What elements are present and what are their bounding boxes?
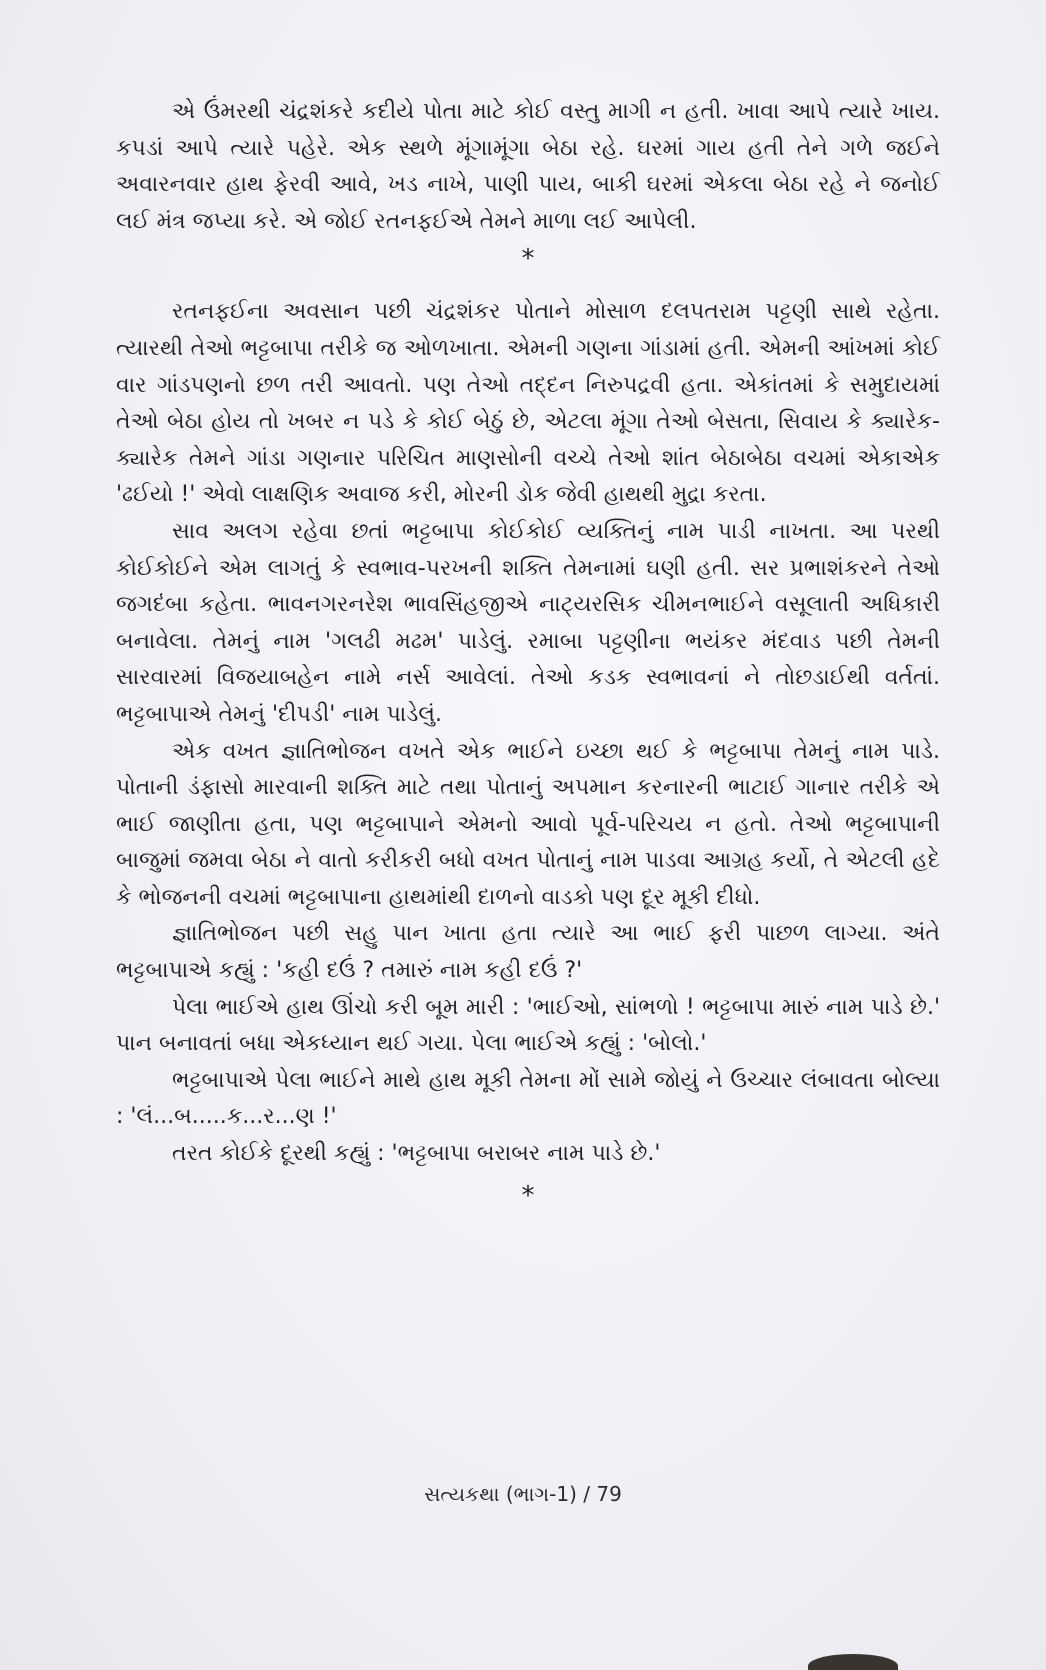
paragraph-4: એક વખત જ્ઞાતિભોજન વખતે એક ભાઈને ઇચ્છા થઈ કે ભટ્ટબાપા તેમનું નામ પાડે. પોતાની ડંફાસો મારવાની શક્તિ માટે તથા પોતાનું અપમાન કરનારની ભાટાઈ ગાનાર તરીકે એ ભાઈ જાણીતા હતા, પણ ભટ્ટબાપાને એમનો આવો પૂર્વ-પરિચય ન હતો. તેઓ ભટ્ટબાપાની બાજુમાં જમવા બેઠા ને વાતો કરીકરી બધો વખત પોતાનું નામ પાડવા આગ્રહ કર્યો, તે એટલી હદે કે ભોજનની વચમાં ભટ્ટબાપાના હાથમાંથી દાળનો વાડકો પણ દૂર મૂકી દીધો. bbox=[116, 738, 940, 910]
paragraph-5: જ્ઞાતિભોજન પછી સહુ પાન ખાતા હતા ત્યારે આ ભાઈ ફરી પાછળ લાગ્યા. અંતે ભટ્ટબાપાએ કહ્યું : 'કહી દઉં ? તમારું નામ કહી દઉં ?' bbox=[116, 921, 940, 984]
paragraph-8: તરત કોઈકે દૂરથી કહ્યું : 'ભટ્ટબાપા બરાબર નામ પાડે છે.' bbox=[172, 1141, 661, 1167]
paragraph-6: પેલા ભાઈએ હાથ ઊંચો કરી બૂમ મારી : 'ભાઈઓ, સાંભળો ! ભટ્ટબાપા મારું નામ પાડે છે.' પાન બનાવતાં બધા એકધ્યાન થઈ ગયા. પેલા ભાઈએ કહ્યું : 'બોલો.' bbox=[116, 994, 940, 1057]
paragraph-3: સાવ અલગ રહેવા છતાં ભટ્ટબાપા કોઈકોઈ વ્યક્તિનું નામ પાડી નાખતા. આ પરથી કોઈકોઈને એમ લાગતું કે સ્વભાવ-પરખની શક્તિ તેમનામાં ઘણી હતી. સર પ્રભાશંકરને તેઓ જગદંબા કહેતા. ભાવનગરનરેશ ભાવસિંહજીએ નાટ્યરસિક ચીમનભાઈને વસૂલાતી અધિકારી બનાવેલા. તેમનું નામ 'ગલઢી મઢમ' પાડેલું. રમાબા પટ્ટણીના ભયંકર મંદવાડ પછી તેમની સારવારમાં વિજયાબહેન નામે નર્સ આવેલાં. તેઓ કડક સ્વભાવનાં ને તોછડાઈથી વર્તતાં. ભટ્ટબાપાએ તેમનું 'દીપડી' નામ પાડેલું. bbox=[116, 518, 940, 727]
paragraph-1: એ ઉંમરથી ચંદ્રશંકરે કદીયે પોતા માટે કોઈ વસ્તુ માગી ન હતી. ખાવા આપે ત્યારે ખાય. કપડાં આપે ત્યારે પહેરે. એક સ્થળે મૂંગામૂંગા બેઠા રહે. ઘરમાં ગાય હતી તેને ગળે જઈને અવારનવાર હાથ ફેરવી આવે, ખડ નાખે, પાણી પાય, બાકી ઘરમાં એકલા બેઠા રહે ને જનોઈ લઈ મંત્ર જપ્યા કરે. એ જોઈ રતનફઈએ તેમને માળા લઈ આપેલી. bbox=[116, 99, 940, 234]
page-body bbox=[116, 94, 940, 1209]
page-footer: સત્યકથા (ભાગ-1) / 79 bbox=[424, 1482, 622, 1506]
scan-edge-shadow bbox=[808, 1654, 898, 1670]
paragraph-7: ભટ્ટબાપાએ પેલા ભાઈને માથે હાથ મૂકી તેમના મોં સામે જોયું ને ઉચ્ચાર લંબાવતા બોલ્યા : 'લં...બ.....ક...ર...ણ !' bbox=[116, 1067, 940, 1130]
section-separator: * bbox=[521, 244, 535, 275]
section-separator-end: * bbox=[521, 1180, 535, 1211]
paragraph-2: રતનફઈના અવસાન પછી ચંદ્રશંકર પોતાને મોસાળ દલપતરામ પટ્ટણી સાથે રહેતા. ત્યારથી તેઓ ભટ્ટબાપા તરીકે જ ઓળખાતા. એમની ગણના ગાંડામાં હતી. એમની આંખમાં કોઈ વાર ગાંડપણનો છળ તરી આવતો. પણ તેઓ તદ્દન નિરુપદ્રવી હતા. એકાંતમાં કે સમુદાયમાં તેઓ બેઠા હોય તો ખબર ન પડે કે કોઈ બેઠું છે, એટલા મૂંગા તેઓ બેસતા, સિવાય કે ક્યારેક-ક્યારેક તેમને ગાંડા ગણનાર પરિચિત માણસોની વચ્ચે તેઓ શાંત બેઠાબેઠા વચમાં એકાએક 'ઢઈયો !' એવો લાક્ષણિક અવાજ કરી, મોરની ડોક જેવી હાથથી મુદ્રા કરતા. bbox=[116, 299, 940, 508]
